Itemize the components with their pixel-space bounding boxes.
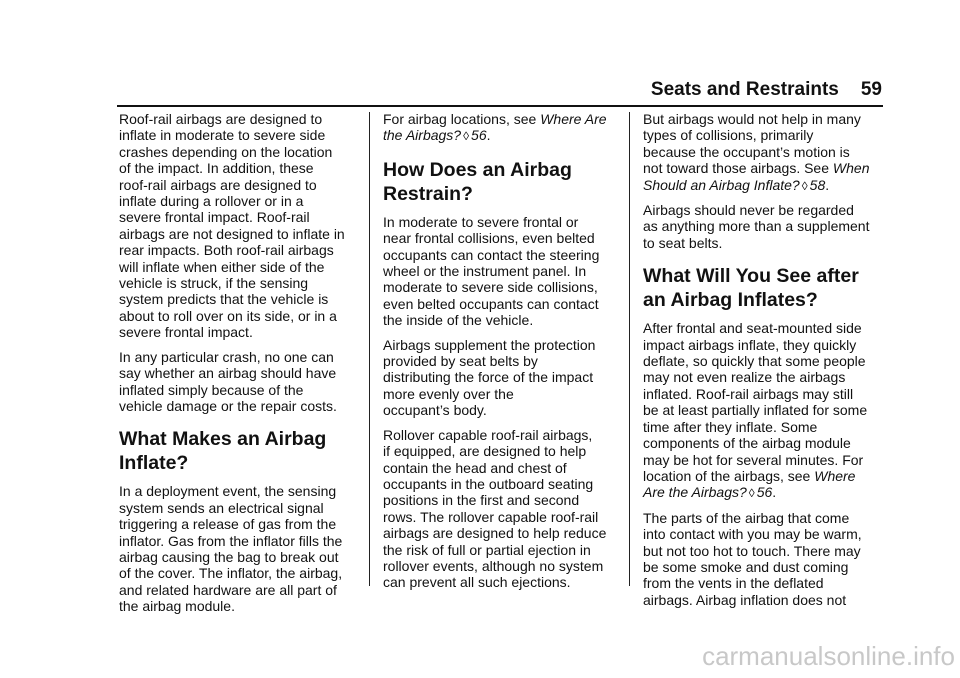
page-number: 59 bbox=[860, 79, 882, 100]
column-3 bbox=[643, 111, 891, 616]
paragraph-airbags-not-help bbox=[643, 111, 891, 194]
paragraph-rollover-capable: Rollover capable roof-rail airbags, if equipped, are designed to help contain the head and chest of occupants in the outboard seating positions in the first and second rows. The rollover capable roof-rail airbags are designed to help reduce the risk of full or partial ejection in rollover events, although no system can prevent all such ejections. bbox=[383, 426, 607, 591]
heading-how-does-airbag-restrain: How Does an Airbag Restrain? bbox=[383, 158, 572, 205]
paragraph-particular-crash: In any particular crash, no one can say whether an airbag should have inflated simply because of the vehicle damage or the repair costs. bbox=[119, 348, 337, 414]
paragraph-parts-of-airbag: The parts of the airbag that come into contact with you may be warm, but not too hot to touch. There may be some smoke and dust coming from the vents in the deflated airbags. Airbag inflation does not bbox=[643, 509, 862, 608]
paragraph-frontal-collisions: In moderate to severe frontal or near frontal collisions, even belted occupants can contact the steering wheel or the instrument panel. In moderate to severe side collisions, even belted occupants can contact the inside of the vehicle. bbox=[383, 213, 600, 329]
text: After frontal and seat-mounted side impact airbags inflate, they quickly deflate, so quickly that some people may not even realize the airbags inflated. Roof-rail airbags may still be at least partially inflated for some time after they inflate. Some components of the airbag module may be hot for several minutes. For location of the airbags, see bbox=[643, 320, 868, 484]
paragraph-after-inflate bbox=[643, 320, 891, 501]
watermark: carmanualsonline.info bbox=[702, 641, 955, 671]
heading-what-makes-airbag-inflate: What Makes an Airbag Inflate? bbox=[119, 428, 327, 475]
section-title: Seats and Restraints bbox=[650, 79, 839, 100]
heading-what-will-you-see: What Will You See after an Airbag Inflates? bbox=[643, 265, 859, 312]
xref-page[interactable]: 58 bbox=[809, 176, 826, 193]
paragraph-airbags-supplement: Airbags supplement the protection provided by seat belts by distributing the force of the impact more evenly over the occupant’s body. bbox=[383, 336, 596, 419]
xref-link-where-are-airbags[interactable]: Where Are the Airbags? bbox=[383, 111, 607, 144]
page-ref-icon: ◊ bbox=[463, 129, 470, 144]
column-2 bbox=[383, 111, 631, 599]
header-rule bbox=[117, 105, 883, 107]
paragraph-supplement-seat-belts: Airbags should never be regarded as anything more than a supplement to seat belts. bbox=[643, 202, 870, 251]
text: . bbox=[486, 127, 491, 144]
xref-link-when-should-airbag-inflate[interactable]: When Should an Airbag Inflate? bbox=[643, 160, 870, 193]
xref-link-where-are-airbags[interactable]: Where Are the Airbags? bbox=[643, 467, 856, 501]
page-ref-icon: ◊ bbox=[801, 178, 808, 193]
page-ref-icon: ◊ bbox=[748, 486, 755, 501]
column-1 bbox=[119, 111, 367, 623]
paragraph-airbag-locations bbox=[383, 111, 631, 145]
text: . bbox=[772, 484, 777, 501]
paragraph-deployment-event: In a deployment event, the sensing system sends an electrical signal triggering a release of gas from the inflator. Gas from the inflator fills the airbag causing the bag to break out of the cover. The inflator, the airbag, and related hardware are all part of the airbag module. bbox=[119, 483, 343, 615]
paragraph-roof-rail-airbags: Roof-rail airbags are designed to inflate in moderate to severe side crashes depending on the location of the impact. In addition, these roof-rail airbags are designed to inflate during a rollover or in a severe frontal impact. Roof-rail airbags are not designed to inflate in rear impacts. Both roof-rail airbags will inflate when either side of the vehicle is struck, if the sensing system predicts that the vehicle is about to roll over on its side, or in a severe frontal impact. bbox=[119, 111, 345, 341]
text: For airbag locations, see bbox=[383, 111, 541, 127]
text: But airbags would not help in many types of collisions, primarily because the occupant’s motion is not toward those airbags. See bbox=[643, 111, 861, 177]
xref-page[interactable]: 56 bbox=[756, 484, 773, 501]
page-header bbox=[650, 79, 882, 107]
column-divider-1 bbox=[369, 112, 370, 586]
text: . bbox=[825, 176, 830, 193]
xref-page[interactable]: 56 bbox=[471, 127, 487, 144]
